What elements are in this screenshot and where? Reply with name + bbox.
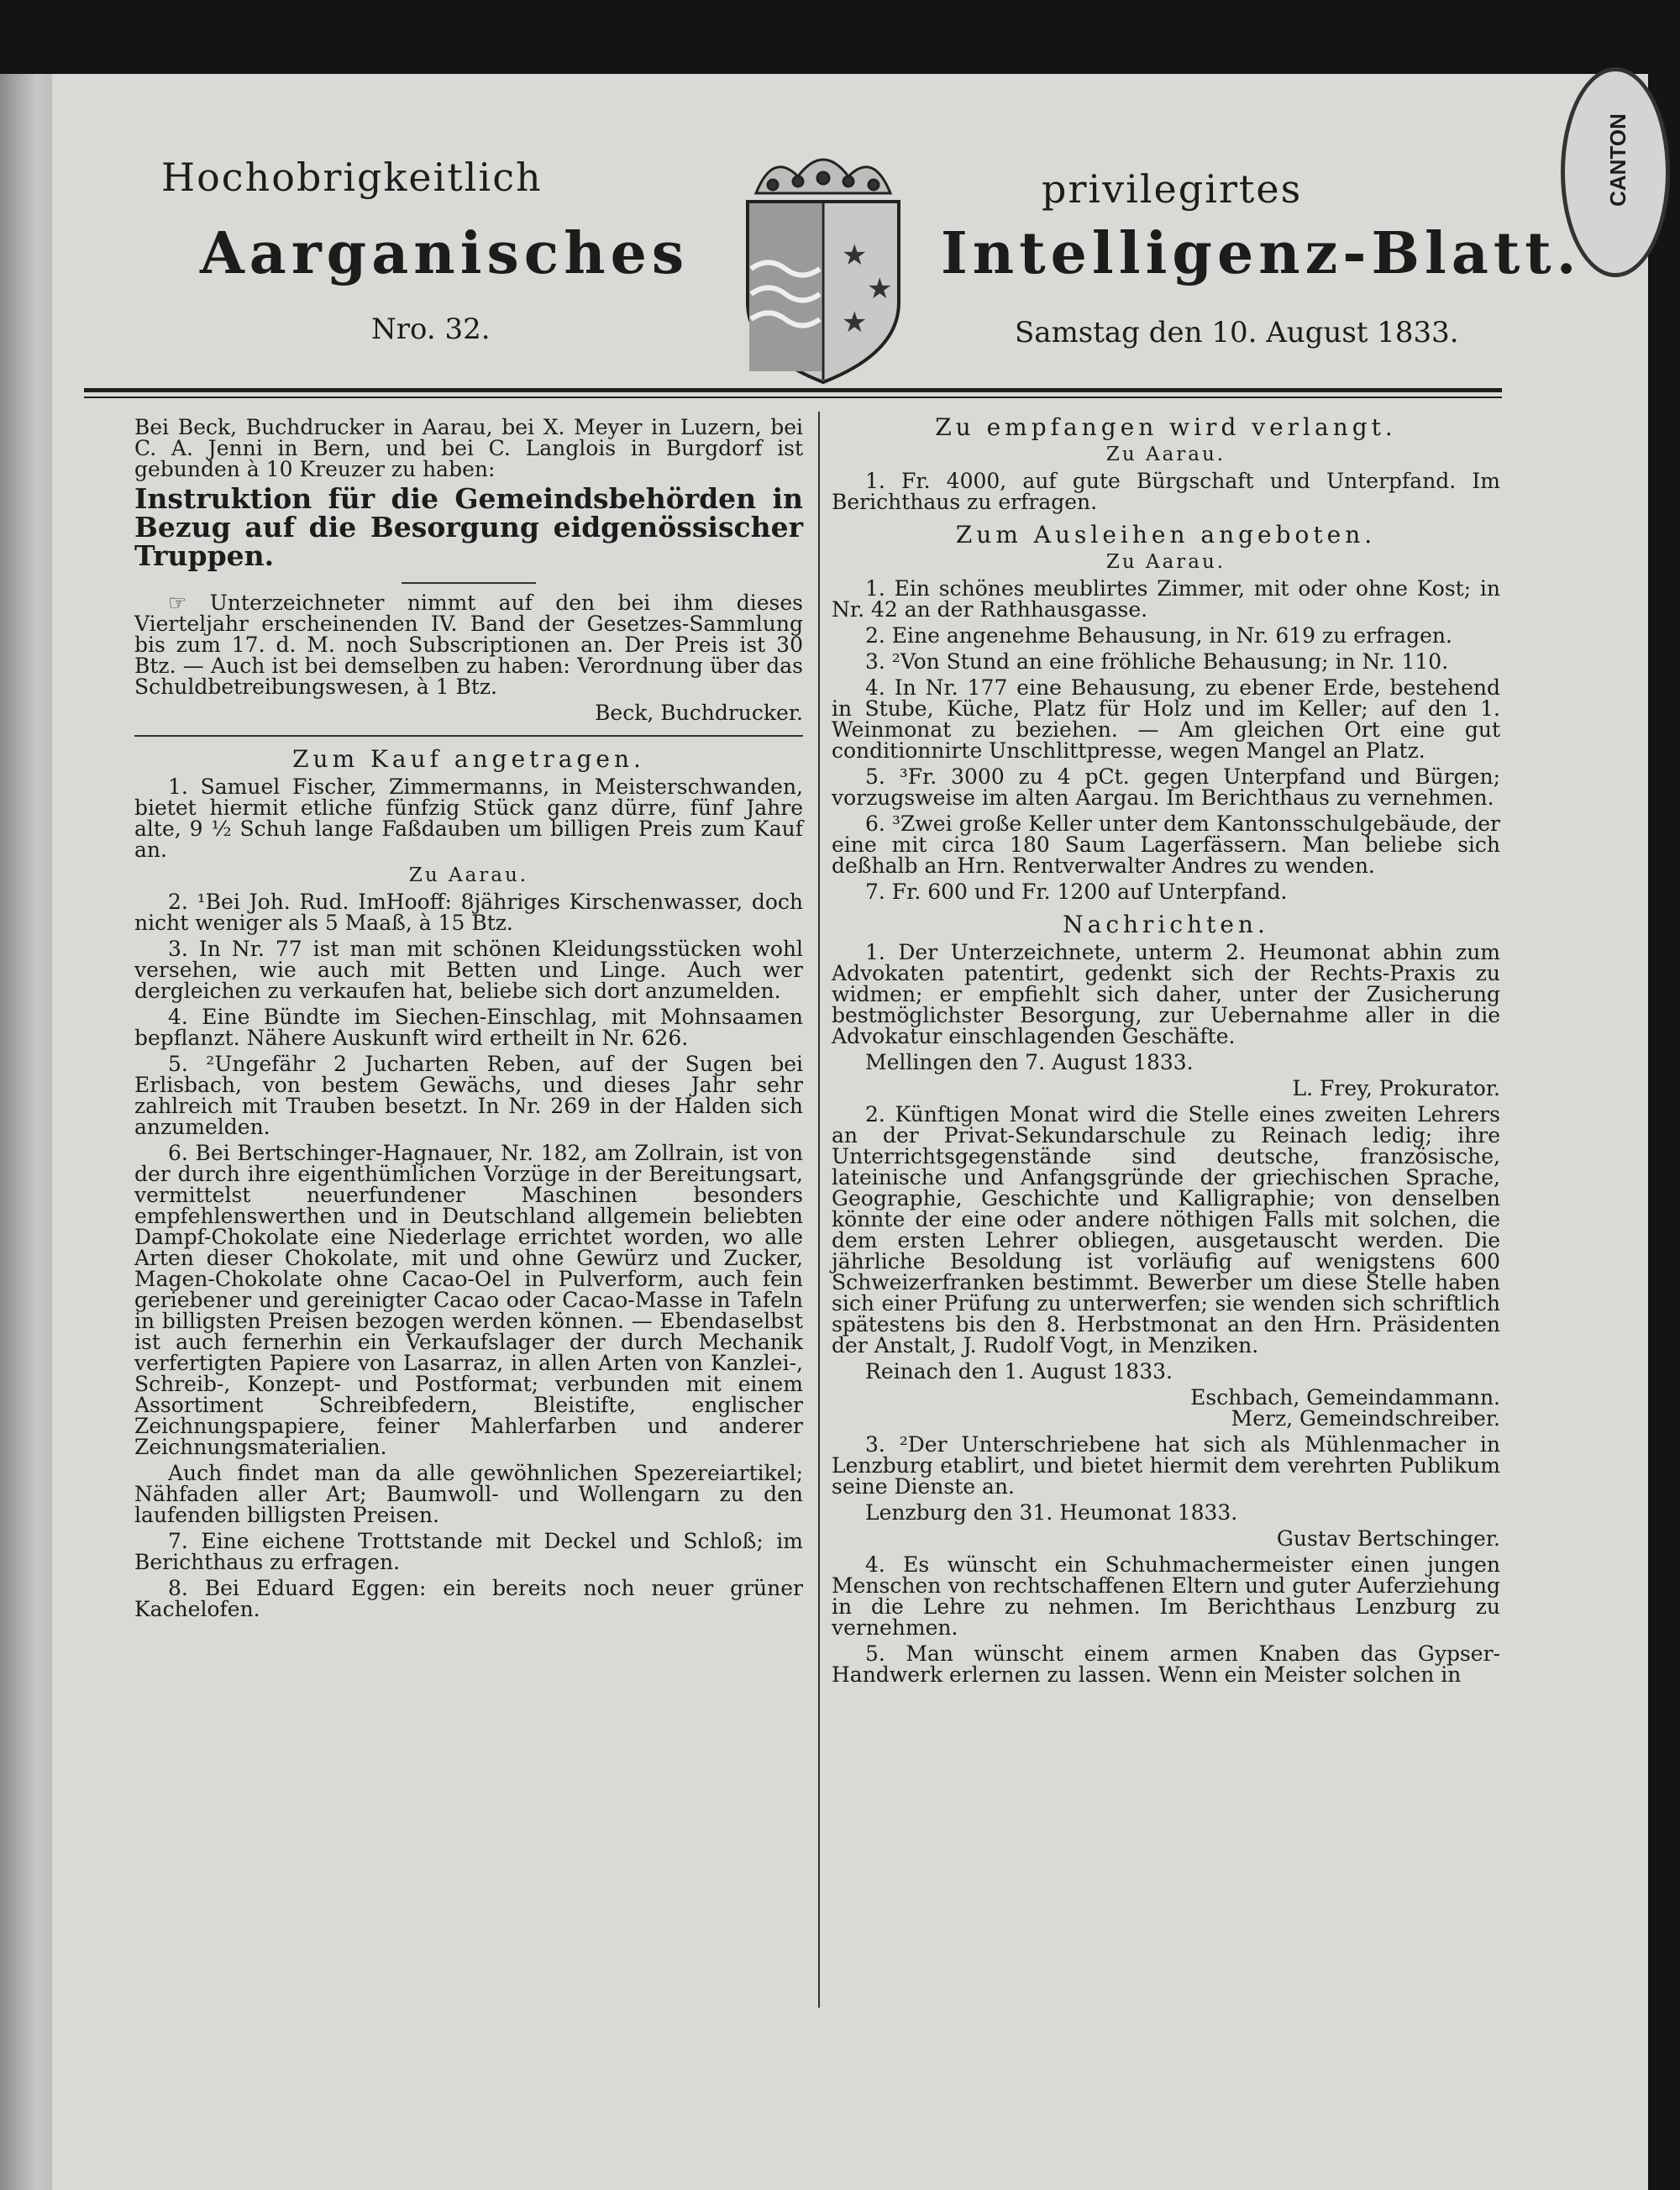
masthead-rule-thin (84, 397, 1502, 398)
news-signature: Merz, Gemeindschreiber. (1231, 1406, 1500, 1431)
coat-of-arms-emblem (739, 143, 907, 386)
book-spine (0, 74, 52, 2190)
location-heading: Zu Aarau. (1105, 444, 1226, 465)
section-heading-lend: Zum Ausleihen angeboten. (955, 521, 1377, 549)
lend-item: 1. Ein schönes meublirtes Zimmer, mit oder ohne Kost; in Nr. 42 an der Rathhausgasse. (832, 576, 1500, 622)
shield-icon (748, 202, 899, 382)
lend-item: 6. ³Zwei große Keller unter dem Kantonsschulgebäude, der eine mit circa 180 Saum Lagerfässern. Man beliebe sich deßhalb an Hrn. Rentverwalter Andres zu wenden. (832, 811, 1500, 878)
lend-item: 5. ³Fr. 3000 zu 4 pCt. gegen Unterpfand und Bürgen; vorzugsweise im alten Aargau. Im Berichthaus zu vernehmen. (832, 764, 1500, 810)
news-place-date: Mellingen den 7. August 1833. (865, 1050, 1194, 1074)
issue-date: Samstag den 10. August 1833. (1015, 316, 1459, 349)
crown-icon (756, 160, 890, 193)
sale-item: 5. ²Ungefähr 2 Jucharten Reben, auf der Sugen bei Erlisbach, von bestem Gewächs, und dieses Jahr sehr zahlreich mit Trauben besetzt. In Nr. 269 in der Halden sich anzumelden. (134, 1052, 803, 1139)
sale-item: 1. Samuel Fischer, Zimmermanns, in Meisterschwanden, bietet hiermit etliche fünfzig Stück ganz dürre, fünf Jahre alte, 9 ½ Schuh lange Faßdauben um billigen Preis zum Kauf an. (134, 775, 803, 862)
news-place-date: Reinach den 1. August 1833. (865, 1359, 1173, 1384)
divider (402, 582, 536, 584)
news-item: 3. ²Der Unterschriebene hat sich als Mühlenmacher in Lenzburg etablirt, und bietet hiermit dem verehrten Publikum seine Dienste an. (832, 1432, 1500, 1499)
location-heading: Zu Aarau. (408, 864, 529, 886)
subscription-notice: ☞ Unterzeichneter nimmt auf den bei ihm dieses Vierteljahr erscheinenden IV. Band der Gesetzes-Sammlung bis zum 17. d. M. noch Subscriptionen an. Der Preis ist 30 Btz. — Auch ist bei demselben zu haben: Verordnung über das Schuldbetreibungswesen, à 1 Btz. (134, 591, 803, 699)
masthead-left-title: Aarganisches (200, 220, 690, 287)
masthead-rule (84, 388, 1502, 392)
sale-item: 3. In Nr. 77 ist man mit schönen Kleidungsstücken wohl versehen, wie auch mit Betten und Linge. Auch wer dergleichen zu verkaufen hat, beliebe sich dort anzumelden. (134, 937, 803, 1003)
news-signature: L. Frey, Prokurator. (1292, 1076, 1500, 1100)
news-item: 5. Man wünscht einem armen Knaben das Gypser-Handwerk erlernen zu lassen. Wenn ein Meister solchen in (832, 1641, 1500, 1687)
divider (134, 735, 803, 737)
news-item: 4. Es wünscht ein Schuhmachermeister einen jungen Menschen von rechtschaffenen Eltern und guter Auferziehung in die Lehre zu nehmen. Im Berichthaus Lenzburg zu vernehmen. (832, 1552, 1500, 1640)
news-signature: Gustav Bertschinger. (1276, 1526, 1500, 1551)
stamp-text: CANTON (1604, 113, 1630, 207)
masthead-left-small: Hochobrigkeitlich (161, 155, 543, 200)
left-column (134, 417, 803, 1625)
sale-item: 2. ¹Bei Joh. Rud. ImHooff: 8jähriges Kirschenwasser, doch nicht weniger als 5 Maaß, à 15 Btz. (134, 890, 803, 935)
publisher-intro: Bei Beck, Buchdrucker in Aarau, bei X. Meyer in Luzern, bei C. A. Jenni in Bern, und bei C. Langlois in Burgdorf ist gebunden à 10 Kreuzer zu haben: (134, 415, 803, 481)
lend-item: 4. In Nr. 177 eine Behausung, zu ebener Erde, bestehend in Stube, Küche, Platz für Holz und im Keller; auf den 1. Weinmonat zu beziehen. — Am gleichen Ort eine gut conditionnirte Unschlittpresse, wegen Mangel an Platz. (832, 675, 1500, 763)
news-item: 1. Der Unterzeichnete, unterm 2. Heumonat abhin zum Advokaten patentirt, gedenkt sich der Rechts-Praxis zu widmen; er empfiehlt sich daher, unter der Zusicherung bestmöglichster Besorgung, zur Uebernahme aller in die Advokatur einschlagenden Geschäfte. (832, 940, 1500, 1048)
wanted-item: 1. Fr. 4000, auf gute Bürgschaft und Unterpfand. Im Berichthaus zu erfragen. (832, 469, 1500, 514)
sale-item: 8. Bei Eduard Eggen: ein bereits noch neuer grüner Kachelofen. (134, 1576, 803, 1621)
sale-item: 7. Eine eichene Trottstande mit Deckel und Schloß; im Berichthaus zu erfragen. (134, 1529, 803, 1574)
sale-item: 4. Eine Bündte im Siechen-Einschlag, mit Mohnsaamen bepflanzt. Nähere Auskunft wird ertheilt in Nr. 626. (134, 1005, 803, 1050)
column-divider (818, 412, 820, 2008)
news-item: 2. Künftigen Monat wird die Stelle eines zweiten Lehrers an der Privat-Sekundarschule zu Reinach ledig; ihre Unterrichtsgegenstände sind deutsche, französische, lateinische und Anfangsgründe der griechischen Sprache, Geographie, Geschichte und Kalligraphie; von denselben könnte der eine oder andere nöthigen Falls mit solchen, die dem ersten Lehrer obliegen, ausgetauscht werden. Die jährliche Besoldung ist vorläufig auf wenigstens 600 Schweizerfranken bestimmt. Bewerber um diese Stelle haben sich einer Prüfung zu unterwerfen; sie wenden sich schriftlich spätestens bis den 8. Herbstmonat an den Hrn. Präsidenten der Anstalt, J. Rudolf Vogt, in Menziken. (832, 1102, 1500, 1358)
section-heading-news: Nachrichten. (1063, 911, 1269, 938)
section-heading-sale: Zum Kauf angetragen. (292, 745, 645, 773)
section-heading-wanted: Zu empfangen wird verlangt. (935, 413, 1397, 441)
svg-text:★: ★ (867, 272, 893, 306)
news-signature: Eschbach, Gemeindammann. (1190, 1385, 1500, 1410)
lend-item: 2. Eine angenehme Behausung, in Nr. 619 zu erfragen. (865, 623, 1452, 648)
sale-item: 6. Bei Bertschinger-Hagnauer, Nr. 182, am Zollrain, ist von der durch ihre eigenthümlichen Vorzüge in der Bereitungsart, vermittelst neuerfundener Maschinen besonders empfehlenswerthen und in Deutschland allgemein beliebten Dampf-Chokolate eine Niederlage errichtet worden, wo alle Arten dieser Chokolate, mit und ohne Gewürz und Zucker, Magen-Chokolate ohne Cacao-Oel in Pulverform, auch fein geriebener und gereinigter Cacao oder Cacao-Masse in Tafeln in billigsten Preisen bezogen werden können. — Ebendaselbst ist auch fernerhin ein Verkaufslager der durch Mechanik verfertigten Papiere von Lasarraz, in allen Arten von Kanzlei-, Schreib-, Konzept- und Postformat; verbunden mit einem Assortiment Schreibfedern, Bleistifte, englischer Zeichnungspapiere, feiner Mahlerfarben und anderer Zeichnungsmaterialien. (134, 1141, 803, 1459)
masthead-right-small: privilegirtes (1042, 166, 1303, 212)
sale-item-continued: Auch findet man da alle gewöhnlichen Spezereiartikel; Nähfaden aller Art; Baumwoll- und Wollengarn zu den laufenden billigsten Preisen. (134, 1461, 803, 1527)
masthead-right-title: Intelligenz-Blatt. (941, 220, 1582, 287)
lend-item: 7. Fr. 600 und Fr. 1200 auf Unterpfand. (865, 880, 1288, 904)
instruktion-title: Instruktion für die Gemeindsbehörden in Bezug auf die Besorgung eidgenössischer Truppen. (134, 482, 803, 572)
news-place-date: Lenzburg den 31. Heumonat 1833. (865, 1500, 1238, 1525)
svg-text:★: ★ (842, 306, 868, 339)
issue-number: Nro. 32. (371, 312, 491, 346)
location-heading: Zu Aarau. (1105, 551, 1226, 573)
lend-item: 3. ²Von Stund an eine fröhliche Behausung; in Nr. 110. (865, 649, 1449, 674)
right-column (832, 413, 1500, 1690)
svg-text:★: ★ (842, 239, 868, 272)
notice-signature: Beck, Buchdrucker. (595, 701, 803, 725)
